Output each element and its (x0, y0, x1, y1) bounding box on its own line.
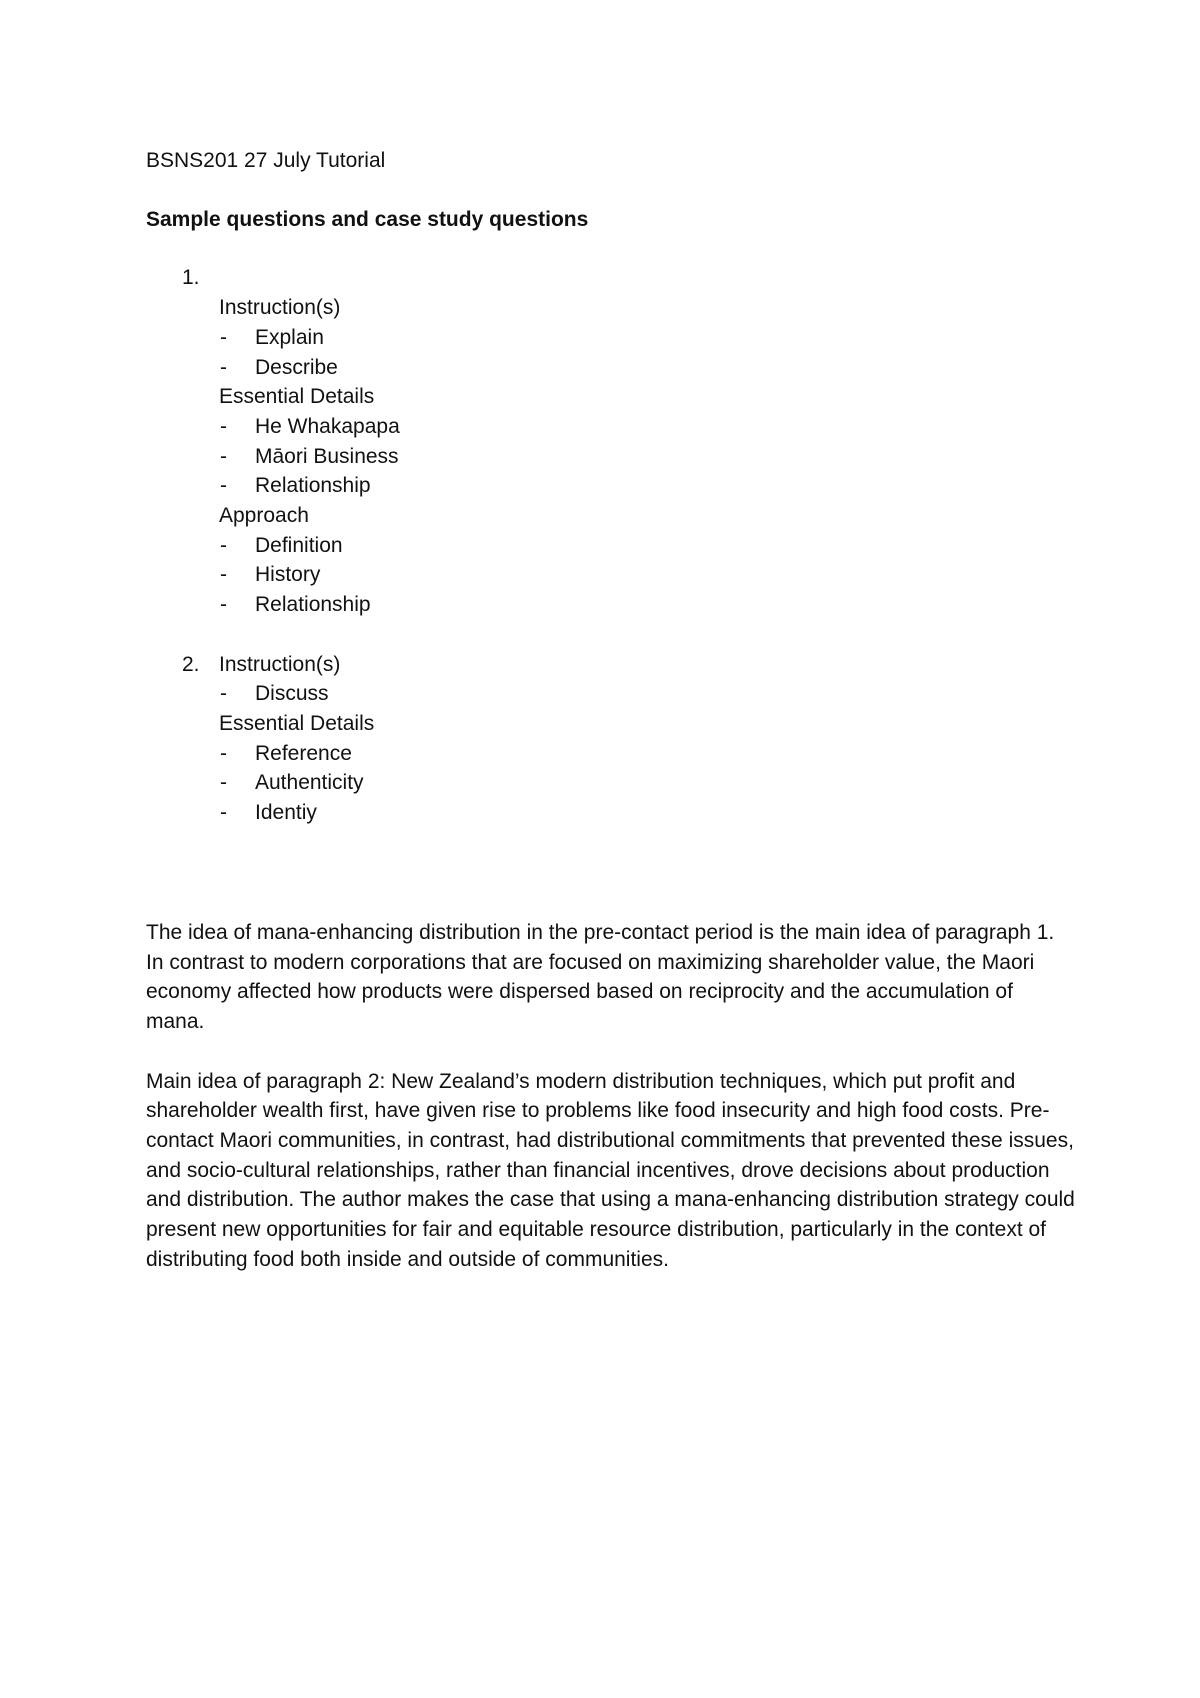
list-item (219, 442, 1076, 472)
list-item-text: Definition (255, 533, 343, 557)
dash-bullet-icon: - (220, 682, 227, 706)
document-subtitle: Sample questions and case study questions (146, 207, 589, 231)
dash-bullet-icon: - (220, 325, 227, 349)
list-item (219, 679, 1076, 709)
list-item-text: Reference (255, 741, 352, 765)
bullet-list (219, 412, 1076, 501)
list-item (219, 353, 1076, 383)
dash-bullet-icon: - (220, 355, 227, 379)
group-label-instructions: Instruction(s) (219, 652, 341, 676)
question-1 (146, 263, 1076, 619)
document-title: BSNS201 27 July Tutorial (146, 149, 386, 172)
list-item-text: Explain (255, 325, 324, 349)
dash-bullet-icon: - (220, 593, 227, 617)
group-label-essential-details: Essential Details (219, 711, 375, 735)
dash-bullet-icon: - (220, 474, 227, 498)
document-body (146, 146, 1076, 828)
list-item (219, 798, 1076, 828)
dash-bullet-icon: - (220, 533, 227, 557)
question-number: 1. (182, 266, 200, 290)
bullet-list (219, 739, 1076, 828)
list-item (219, 560, 1076, 590)
group-label-instructions: Instruction(s) (219, 296, 341, 320)
paragraph-1-summary: The idea of mana-enhancing distribution in the pre-contact period is the main idea of paragraph 1. In contrast to modern corporations that are focused on maximizing shareholder value, the Maori economy affected how products were dispersed based on reciprocity and the accumulation of mana. (146, 921, 1055, 1034)
bullet-list (219, 679, 1076, 709)
list-item (219, 323, 1076, 353)
list-item-text: History (255, 563, 321, 587)
list-item (219, 471, 1076, 501)
question-list (146, 263, 1076, 827)
list-item-text: Māori Business (255, 444, 399, 468)
list-item-text: Describe (255, 355, 338, 379)
group-label-approach: Approach (219, 504, 309, 528)
question-number: 2. (182, 652, 200, 676)
list-item (219, 531, 1076, 561)
dash-bullet-icon: - (220, 741, 227, 765)
dash-bullet-icon: - (220, 771, 227, 795)
list-item-text: Identiy (255, 801, 317, 825)
summary-section (146, 918, 1076, 1274)
bullet-list (219, 323, 1076, 382)
group-label-essential-details: Essential Details (219, 385, 375, 409)
list-item-text: He Whakapapa (255, 414, 400, 438)
list-item-text: Relationship (255, 593, 371, 617)
question-spacer (219, 263, 1076, 293)
list-item (219, 590, 1076, 620)
list-item (219, 768, 1076, 798)
list-item-text: Authenticity (255, 771, 364, 795)
paragraph-2-summary: Main idea of paragraph 2: New Zealand’s modern distribution techniques, which put profit and shareholder wealth first, have given rise to problems like food insecurity and high food costs. Pre-contact Maori communities, in contrast, had distributional commitments that prevented these issues, and socio-cultural relationships, rather than financial incentives, drove decisions about production and distribution. The author makes the case that using a mana-enhancing distribution strategy could present new opportunities for fair and equitable resource distribution, particularly in the context of distributing food both inside and outside of communities. (146, 1069, 1075, 1271)
list-item-text: Relationship (255, 474, 371, 498)
dash-bullet-icon: - (220, 563, 227, 587)
dash-bullet-icon: - (220, 414, 227, 438)
bullet-list (219, 531, 1076, 620)
dash-bullet-icon: - (220, 444, 227, 468)
list-item (219, 412, 1076, 442)
list-item-text: Discuss (255, 682, 329, 706)
question-2 (146, 650, 1076, 828)
dash-bullet-icon: - (220, 801, 227, 825)
list-item (219, 739, 1076, 769)
